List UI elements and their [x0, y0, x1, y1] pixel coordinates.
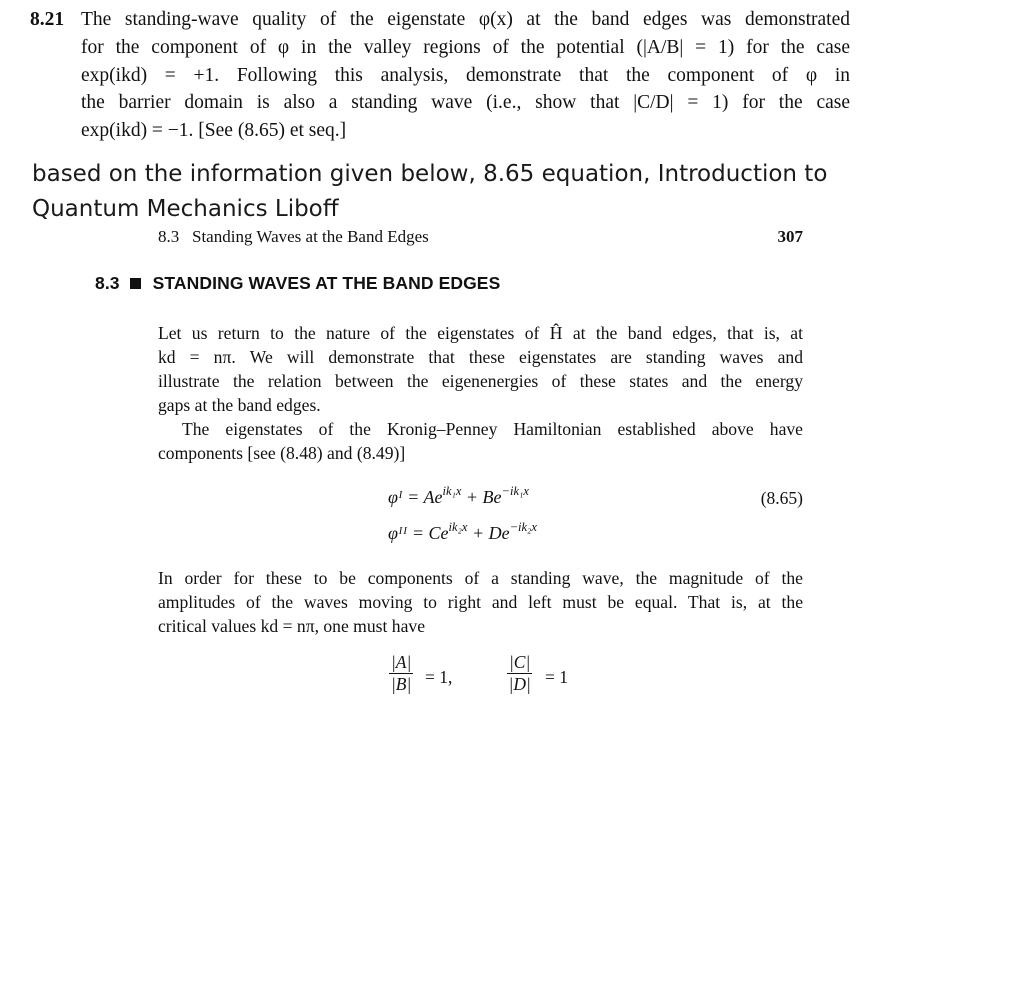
- square-bullet-icon: [130, 278, 141, 289]
- paragraph-line: components [see (8.48) and (8.49)]: [158, 443, 406, 463]
- section-heading: [95, 273, 500, 294]
- fraction-denominator: |B|: [391, 674, 412, 694]
- fraction-denominator: |D|: [508, 674, 531, 694]
- paragraph-line: Let us return to the nature of the eigenstates of Ĥ at the band edges, that is, at: [158, 323, 803, 343]
- problem-number: 8.21: [30, 9, 65, 30]
- ratio-equations: [385, 652, 635, 712]
- fraction-c-over-d: [507, 652, 532, 695]
- problem-line-2: for the component of φ in the valley regions of the potential (|A/B| = 1) for the case: [81, 36, 850, 58]
- page-number: 307: [777, 227, 803, 246]
- paragraph-line: In order for these to be components of a standing wave, the magnitude of the: [158, 568, 803, 588]
- running-head-title: 8.3 Standing Waves at the Band Edges: [158, 227, 429, 246]
- paragraph-standing-wave: [158, 566, 803, 638]
- ratio-two-rhs: = 1: [545, 667, 568, 687]
- question-text: [32, 157, 862, 227]
- paragraph-line: The eigenstates of the Kronig–Penney Hamiltonian established above have: [182, 419, 803, 439]
- problem-line-3: exp(ikd) = +1. Following this analysis, demonstrate that the component of φ in: [81, 64, 850, 86]
- fraction-numerator: |C|: [509, 652, 531, 672]
- problem-line-4: the barrier domain is also a standing wave (i.e., show that |C/D| = 1) for the case: [81, 92, 850, 114]
- equation-phi-one: φᴵ = $Ae^{ik_1x} + Be^{-ik_1x}$: [388, 484, 529, 507]
- paragraph-line: illustrate the relation between the eigenenergies of these states and the energy: [158, 371, 803, 391]
- paragraph-line: amplitudes of the waves moving to right and left must be equal. That is, at the: [158, 592, 803, 612]
- problem-line-1: The standing-wave quality of the eigenstate φ(x) at the band edges was demonstrated: [81, 9, 850, 30]
- fraction-a-over-b: [389, 652, 413, 695]
- question-line-1: based on the information given below, 8.65 equation, Introduction to: [32, 161, 828, 187]
- question-line-2: Quantum Mechanics Liboff: [32, 196, 339, 222]
- section-title: STANDING WAVES AT THE BAND EDGES: [152, 273, 501, 293]
- paragraph-line: kd = nπ. We will demonstrate that these eigenstates are standing waves and: [158, 347, 803, 367]
- paragraph-line: gaps at the band edges.: [158, 395, 321, 415]
- equation-phi-two: φᴵᴵ = $Ce^{ik_2x} + De^{-ik_2x}$: [388, 520, 537, 543]
- problem-8-21: [30, 6, 850, 145]
- equation-8-65: [158, 480, 803, 550]
- paragraph-intro: [158, 321, 803, 465]
- paragraph-line: critical values kd = nπ, one must have: [158, 616, 425, 636]
- fraction-numerator: |A|: [391, 652, 412, 672]
- equation-number: (8.65): [760, 488, 803, 508]
- section-number: 8.3: [95, 273, 120, 293]
- problem-line-5: exp(ikd) = −1. [See (8.65) et seq.]: [81, 120, 347, 142]
- ratio-one-rhs: = 1,: [425, 667, 453, 687]
- problem-text: [81, 6, 850, 145]
